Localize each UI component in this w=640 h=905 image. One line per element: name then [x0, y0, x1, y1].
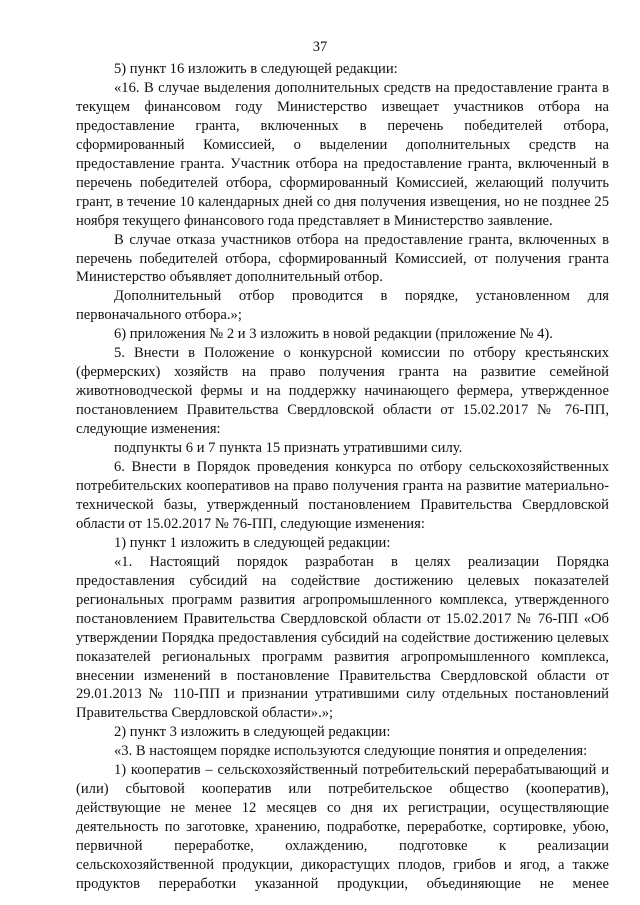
- paragraph-clause-1: «1. Настоящий порядок разработан в целях реализации Порядка предоставления субсидий на содействие достижению целевых показателей региональных программ развития агропромышленного комплекса, утвержденного постановлением Правительства Свердловской области от 15.02.2017 № 76-ПП «Об утверждении Порядка предоставления субсидий на содействие достижению целевых показателей региональных программ развития агропромышленного комплекса, внесении изменений в постановление Правительства Свердловской области от 29.01.2013 № 110-ПП и признании утратившими силу отдельных постановлений Правительства Свердловской области».»;: [76, 553, 609, 722]
- paragraph-clause-3: «3. В настоящем порядке используются следующие понятия и определения:: [114, 743, 588, 760]
- paragraph-item-6-appendices: 6) приложения № 2 и 3 изложить в новой редакции (приложение № 4).: [114, 326, 553, 343]
- paragraph-item-2-intro: 2) пункт 3 изложить в следующей редакции:: [114, 724, 391, 741]
- paragraph-section-6: 6. Внести в Порядок проведения конкурса по отбору сельскохозяйственных потребительских кооперативов на право получения гранта на развитие материально-технической базы, утвержденный постановлением Правительства Свердловской области от 15.02.2017 № 76-ПП, следующие изменения:: [76, 459, 609, 532]
- paragraph-item-1-intro: 1) пункт 1 изложить в следующей редакции:: [114, 534, 391, 551]
- paragraph-definition-cooperative: 1) кооператив – сельскохозяйственный потребительский перерабатывающий и (или) сбытовой кооператив или потребительское общество (кооператив), действующие не менее 12 месяцев со дня их регистрации, осуществляющие деятельность по заготовке, хранению, подработке, переработке, сортировке, убою, первичной переработке, охлаждению, подготовке к реализации сельскохозяйственной продукции, дикорастущих плодов, грибов и ягод, а также продуктов переработки указанной продукции, объединяющие не менее: [76, 762, 609, 892]
- paragraph-additional-selection: Дополнительный отбор проводится в порядке, установленном для первоначального отбора.»;: [76, 288, 609, 324]
- paragraph-clause-16: «16. В случае выделения дополнительных средств на предоставление гранта в текущем финансовом году Министерство извещает участников отбора на предоставление гранта, включенных в перечень победителей отбора, сформированный Комиссией, о выделении дополнительных средств на предоставление гранта. Участник отбора на предоставление гранта, включенный в перечень победителей отбора, сформированный Комиссией, желающий получить грант, в течение 10 календарных дней со дня получения извещения, но не позднее 25 ноября текущего финансового года представляет в Министерство заявление.: [76, 79, 609, 229]
- page-number: 37: [312, 39, 328, 55]
- document-body: [76, 60, 609, 894]
- paragraph-subitems-void: подпункты 6 и 7 пункта 15 признать утратившими силу.: [114, 440, 463, 457]
- paragraph-item-5-intro: 5) пункт 16 изложить в следующей редакции:: [114, 61, 398, 77]
- paragraph-refusal: В случае отказа участников отбора на предоставление гранта, включенных в перечень победителей отбора, сформированный Комиссией, от получения гранта Министерство объявляет дополнительный отбор.: [76, 231, 609, 286]
- paragraph-section-5: 5. Внести в Положение о конкурсной комиссии по отбору крестьянских (фермерских) хозяйств на право получения гранта на развитие семейной животноводческой фермы и на поддержку начинающего фермера, утвержденное постановлением Правительства Свердловской области от 15.02.2017 № 76-ПП, следующие изменения:: [76, 345, 609, 438]
